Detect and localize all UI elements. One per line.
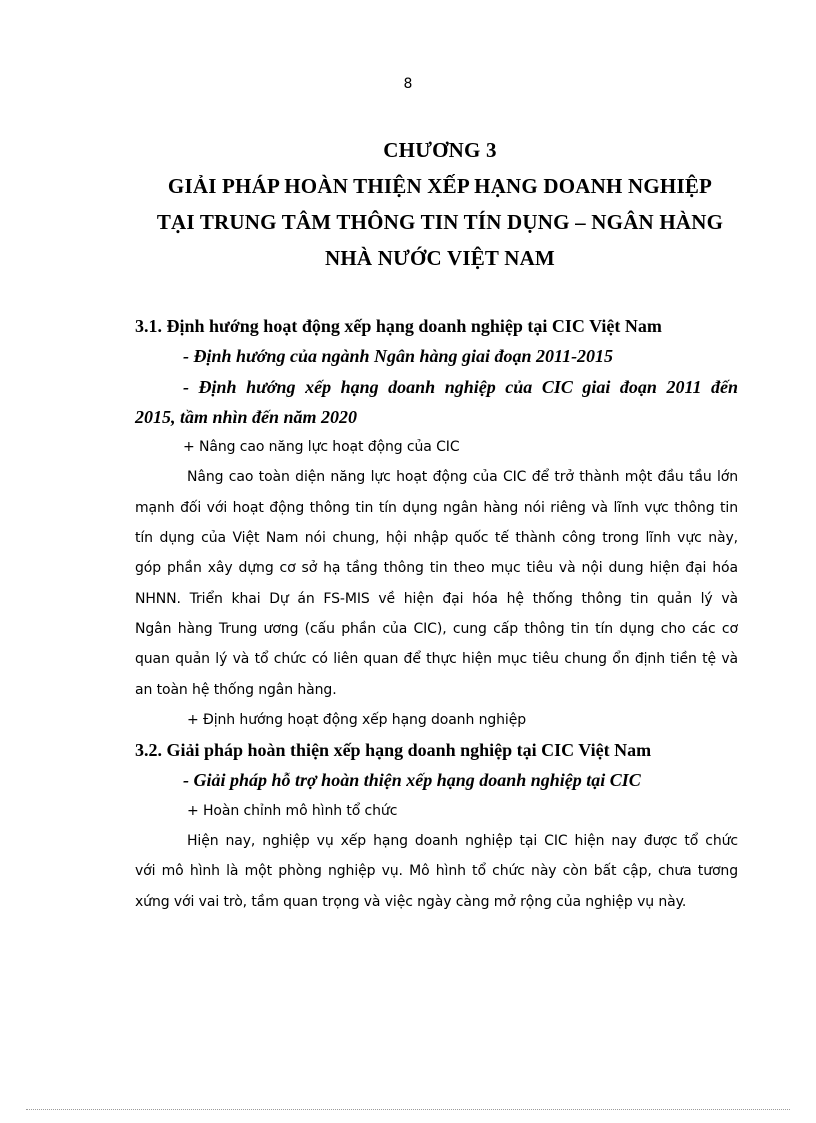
paragraph-line: với mô hình là một phòng nghiệp vụ. Mô hình tổ chức này còn bất cập, chưa tương: [135, 863, 738, 880]
chapter-heading: [100, 132, 780, 276]
paragraph-line: Nâng cao toàn diện năng lực hoạt động của CIC để trở thành một đầu tầu lớn: [187, 469, 738, 486]
paragraph-line: NHNN. Triển khai Dự án FS-MIS về hiện đại hóa hệ thống thông tin quản lý và: [135, 590, 738, 607]
subheading-continuation: 2015, tầm nhìn đến năm 2020: [135, 406, 358, 427]
bullet-item: + Hoàn chỉnh mô hình tổ chức: [187, 802, 398, 819]
subheading: - Giải pháp hỗ trợ hoàn thiện xếp hạng doanh nghiệp tại CIC: [183, 770, 641, 791]
paragraph-line: tín dụng của Việt Nam nói chung, hội nhập quốc tế thành công trong lĩnh vực này,: [135, 530, 738, 547]
subheading: - Định hướng xếp hạng doanh nghiệp của CIC giai đoạn 2011 đến: [183, 376, 738, 397]
paragraph-line: mạnh đối với hoạt động thông tin tín dụng ngân hàng nói riêng và lĩnh vực thông tin: [135, 499, 738, 516]
section-heading-3-1: 3.1. Định hướng hoạt động xếp hạng doanh nghiệp tại CIC Việt Nam: [135, 316, 662, 336]
paragraph-line: xứng với vai trò, tầm quan trọng và việc ngày càng mở rộng của nghiệp vụ này.: [135, 893, 687, 910]
paragraph-line: an toàn hệ thống ngân hàng.: [135, 681, 337, 698]
chapter-title-line: GIẢI PHÁP HOÀN THIỆN XẾP HẠNG DOANH NGHIỆP: [167, 174, 713, 198]
bullet-item: + Nâng cao năng lực hoạt động của CIC: [183, 439, 460, 456]
paragraph-line: Hiện nay, nghiệp vụ xếp hạng doanh nghiệp tại CIC hiện nay được tổ chức: [187, 833, 738, 850]
chapter-label: CHƯƠNG 3: [383, 138, 497, 162]
paragraph-line: góp phần xây dựng cơ sở hạ tầng thông tin theo mục tiêu và nội dung hiện đại hóa: [135, 560, 738, 577]
page-bottom-rule: [26, 1109, 790, 1110]
subheading: - Định hướng của ngành Ngân hàng giai đoạn 2011-2015: [183, 346, 614, 367]
page-number: 8: [403, 76, 413, 92]
chapter-title-line: NHÀ NƯỚC VIỆT NAM: [325, 246, 555, 270]
document-body: [135, 311, 738, 917]
paragraph-line: quan quản lý và tổ chức có liên quan để thực hiện mục tiêu chung ổn định tiền tệ và: [135, 651, 738, 668]
section-heading-3-2: 3.2. Giải pháp hoàn thiện xếp hạng doanh nghiệp tại CIC Việt Nam: [135, 740, 652, 761]
paragraph-line: Ngân hàng Trung ương (cấu phần của CIC), cung cấp thông tin tín dụng cho các cơ: [135, 620, 738, 637]
chapter-title-line: TẠI TRUNG TÂM THÔNG TIN TÍN DỤNG – NGÂN HÀNG: [156, 210, 724, 234]
bullet-item: + Định hướng hoạt động xếp hạng doanh nghiệp: [187, 711, 527, 728]
